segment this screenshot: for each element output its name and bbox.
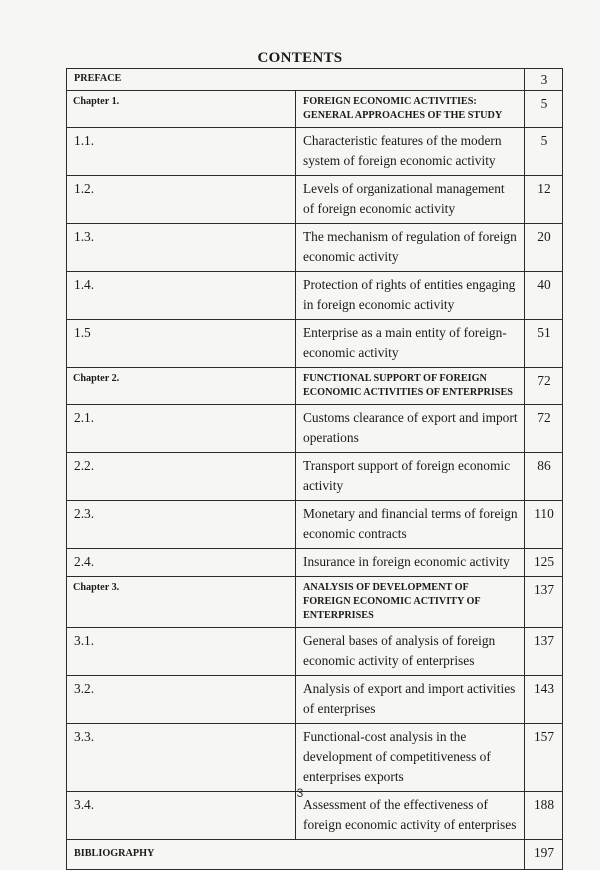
toc-page-number: 137	[525, 577, 563, 628]
toc-section-title: Customs clearance of export and import operations	[296, 405, 525, 453]
toc-chapter-title: FUNCTIONAL SUPPORT OF FOREIGN ECONOMIC ACTIVITIES OF ENTERPRISES	[296, 368, 525, 405]
toc-section-title: Enterprise as a main entity of foreign-economic activity	[296, 320, 525, 368]
toc-page-number: 143	[525, 676, 563, 724]
toc-row-section	[67, 453, 563, 501]
toc-section-number: 2.4.	[67, 549, 296, 577]
toc-page-number: 86	[525, 453, 563, 501]
toc-entry-label: BIBLIOGRAPHY	[67, 840, 525, 870]
toc-section-number: 2.1.	[67, 405, 296, 453]
toc-row-section	[67, 628, 563, 676]
toc-section-title: Transport support of foreign economic activity	[296, 453, 525, 501]
toc-page-number: 137	[525, 628, 563, 676]
toc-page-number: 5	[525, 91, 563, 128]
toc-chapter-title: ANALYSIS OF DEVELOPMENT OF FOREIGN ECONOMIC ACTIVITY OF ENTERPRISES	[296, 577, 525, 628]
toc-section-title: General bases of analysis of foreign economic activity of enterprises	[296, 628, 525, 676]
toc-row-bibliography	[67, 840, 563, 870]
toc-row-section	[67, 224, 563, 272]
toc-section-number: 1.3.	[67, 224, 296, 272]
toc-row-chapter	[67, 91, 563, 128]
toc-page-number: 188	[525, 792, 563, 840]
toc-row-section	[67, 320, 563, 368]
toc-section-title: Levels of organizational management of foreign economic activity	[296, 176, 525, 224]
toc-section-title: Characteristic features of the modern system of foreign economic activity	[296, 128, 525, 176]
toc-section-number: 3.1.	[67, 628, 296, 676]
toc-chapter-label: Chapter 2.	[67, 368, 296, 405]
toc-page-number: 3	[525, 69, 563, 91]
toc-section-title: Insurance in foreign economic activity	[296, 549, 525, 577]
toc-row-preface	[67, 69, 563, 91]
toc-section-title: Monetary and financial terms of foreign economic contracts	[296, 501, 525, 549]
toc-section-number: 2.2.	[67, 453, 296, 501]
toc-page-number: 12	[525, 176, 563, 224]
toc-row-section	[67, 501, 563, 549]
toc-row-section	[67, 128, 563, 176]
contents-heading: CONTENTS	[257, 50, 343, 66]
toc-row-section	[67, 176, 563, 224]
toc-page-number: 51	[525, 320, 563, 368]
toc-page-number: 72	[525, 405, 563, 453]
toc-section-number: 1.5	[67, 320, 296, 368]
toc-section-number: 3.4.	[67, 792, 296, 840]
toc-section-title: Analysis of export and import activities of enterprises	[296, 676, 525, 724]
page-number: 3	[296, 786, 304, 800]
toc-section-number: 1.4.	[67, 272, 296, 320]
toc-section-number: 1.2.	[67, 176, 296, 224]
table-of-contents	[66, 68, 563, 870]
toc-section-title: Assessment of the effectiveness of foreign economic activity of enterprises	[296, 792, 525, 840]
toc-page-number: 5	[525, 128, 563, 176]
toc-row-section	[67, 549, 563, 577]
toc-section-number: 1.1.	[67, 128, 296, 176]
toc-row-section	[67, 724, 563, 792]
toc-entry-label: PREFACE	[67, 69, 525, 91]
toc-section-title: Protection of rights of entities engaging in foreign economic activity	[296, 272, 525, 320]
toc-section-title: Functional-cost analysis in the development of competitiveness of enterprises exports	[296, 724, 525, 792]
toc-section-title: The mechanism of regulation of foreign economic activity	[296, 224, 525, 272]
toc-section-number: 2.3.	[67, 501, 296, 549]
toc-row-section	[67, 405, 563, 453]
toc-row-section	[67, 272, 563, 320]
toc-row-section	[67, 676, 563, 724]
toc-page-number: 125	[525, 549, 563, 577]
toc-page-number: 20	[525, 224, 563, 272]
toc-page-number: 197	[525, 840, 563, 870]
toc-page-number: 157	[525, 724, 563, 792]
toc-row-chapter	[67, 368, 563, 405]
toc-chapter-label: Chapter 3.	[67, 577, 296, 628]
toc-row-chapter	[67, 577, 563, 628]
toc-section-number: 3.2.	[67, 676, 296, 724]
toc-page-number: 40	[525, 272, 563, 320]
toc-chapter-title: FOREIGN ECONOMIC ACTIVITIES: GENERAL APPROACHES OF THE STUDY	[296, 91, 525, 128]
toc-page-number: 110	[525, 501, 563, 549]
toc-chapter-label: Chapter 1.	[67, 91, 296, 128]
toc-page-number: 72	[525, 368, 563, 405]
toc-section-number: 3.3.	[67, 724, 296, 792]
